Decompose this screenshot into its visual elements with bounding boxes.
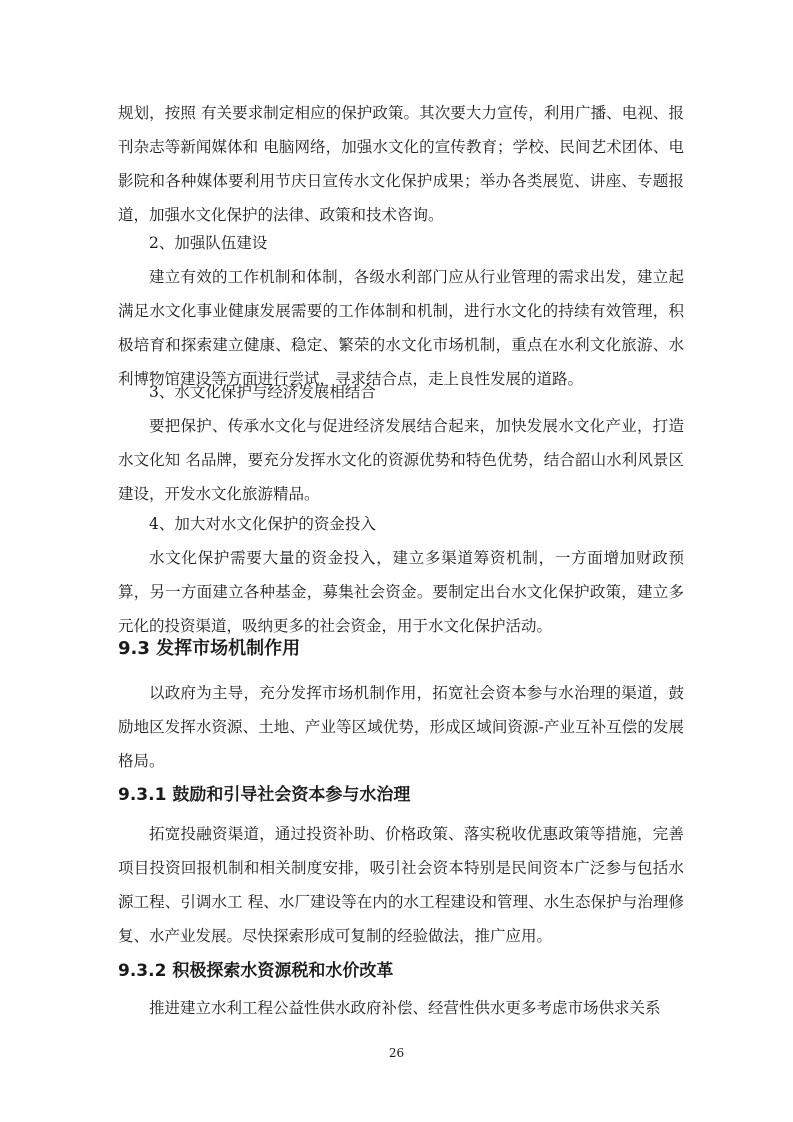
list-item-economic-development: 3、水文化保护与经济发展相结合 — [149, 383, 376, 401]
section-heading-9-3: 9.3 发挥市场机制作用 — [118, 638, 301, 659]
paragraph-water-pricing: 推进建立水利工程公益性供水政府补偿、经营性供水更多考虑市场供求关系 — [149, 999, 661, 1017]
page-number: 26 — [388, 1046, 405, 1060]
list-item-team-building: 2、加强队伍建设 — [149, 234, 268, 252]
paragraph-economic-development: 要把保护、传承水文化与促进经济发展结合起来，加快发展水文化产业，打造水文化知 名品牌，要充分发挥水文化的资源优势和特色优势，结合韶山水利风景区建设，开发水文化旅游精品。 — [118, 417, 684, 503]
paragraph-market-mechanism: 以政府为主导，充分发挥市场机制作用，拓宽社会资本参与水治理的渠道，鼓励地区发挥水资源、土地、产业等区域优势，形成区域间资源-产业互补互偿的发展格局。 — [118, 684, 684, 770]
paragraph-team-building: 建立有效的工作机制和体制，各级水利部门应从行业管理的需求出发，建立起满足水文化事业健康发展需要的工作体制和机制，进行水文化的持续有效管理，积极培育和探索建立健康、稳定、繁荣的水文化市场机制，重点在水利文化旅游、水利博物馆建设等方面进行尝试，寻求结合点，走上良性发展的道路。 — [118, 268, 684, 388]
subsection-heading-9-3-1: 9.3.1 鼓励和引导社会资本参与水治理 — [118, 785, 411, 805]
paragraph-funding: 水文化保护需要大量的资金投入，建立多渠道筹资机制，一方面增加财政预算，另一方面建立各种基金，募集社会资金。要制定出台水文化保护政策，建立多元化的投资渠道，吸纳更多的社会资金，用于水文化保护活动。 — [118, 549, 684, 635]
subsection-heading-9-3-2: 9.3.2 积极探索水资源税和水价改革 — [118, 961, 394, 981]
list-item-funding: 4、加大对水文化保护的资金投入 — [149, 515, 376, 533]
paragraph-social-capital: 拓宽投融资渠道，通过投资补助、价格政策、落实税收优惠政策等措施，完善项目投资回报机制和相关制度安排，吸引社会资本特别是民间资本广泛参与包括水源工程、引调水工 程、水厂建设等在内的水工程建设和管理、水生态保护与治理修复、水产业发展。尽快探索形成可复制的经验做法，推广应用。 — [118, 825, 684, 945]
paragraph-protection-policy: 规划，按照 有关要求制定相应的保护政策。其次要大力宣传，利用广播、电视、报刊杂志等新闻媒体和 电脑网络，加强水文化的宣传教育；学校、民间艺术团体、电影院和各种媒体要利用节庆日宣传水文化保护成果；举办各类展览、讲座、专题报道，加强水文化保护的法律、政策和技术咨询。 — [118, 104, 684, 224]
